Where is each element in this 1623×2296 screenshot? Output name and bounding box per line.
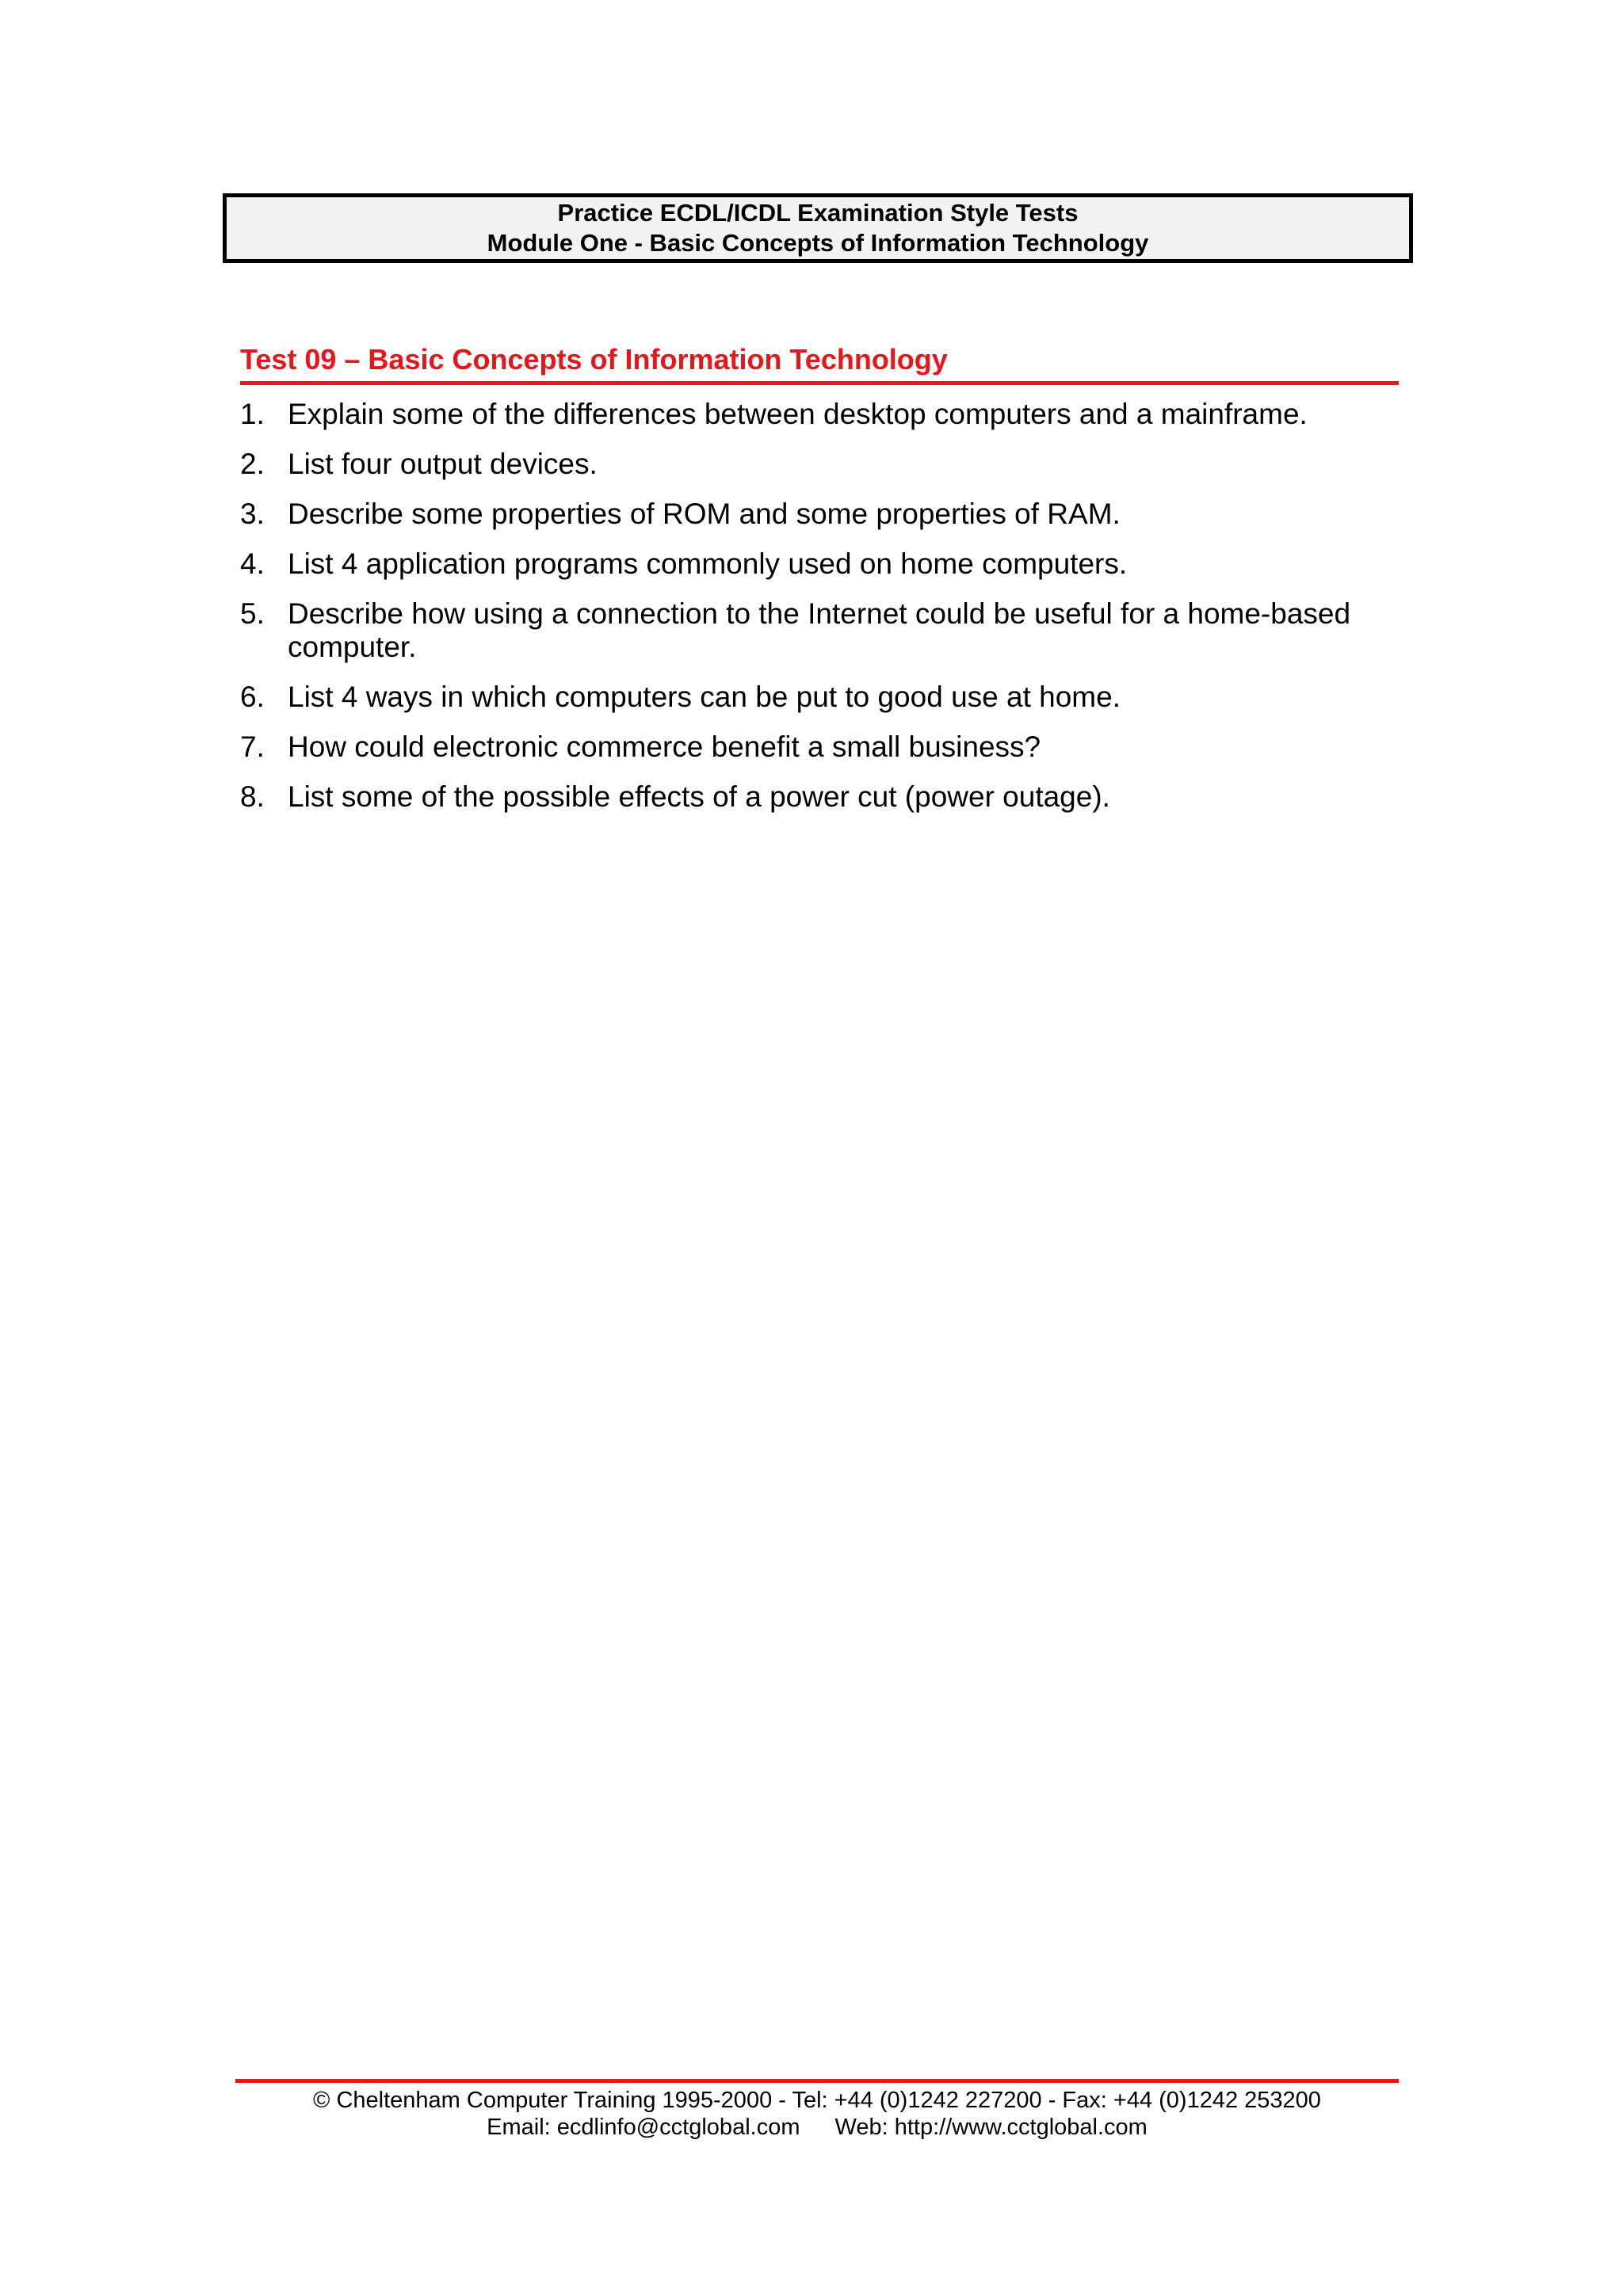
question-text: List 4 ways in which computers can be put to good use at home.: [288, 681, 1121, 713]
question-number: 3.: [240, 498, 265, 530]
question-item: [240, 730, 1397, 764]
question-item: [240, 547, 1397, 581]
page-footer: [235, 2087, 1399, 2141]
question-item: [240, 597, 1397, 664]
header-title: Practice ECDL/ICDL Examination Style Tests: [557, 199, 1079, 227]
footer-divider: [235, 2079, 1399, 2083]
question-text: Describe how using a connection to the Internet could be useful for a home-based computer.: [288, 597, 1351, 663]
footer-contact: [235, 2114, 1399, 2141]
question-text: List four output devices.: [288, 448, 598, 480]
question-number: 5.: [240, 597, 265, 630]
question-number: 1.: [240, 398, 265, 430]
test-title: Test 09 – Basic Concepts of Information Technology: [240, 343, 948, 376]
footer-copyright: © Cheltenham Computer Training 1995-2000 - Tel: +44 (0)1242 227200 - Fax: +44 (0)1242 253200: [313, 2088, 1321, 2113]
question-item: [240, 498, 1397, 531]
question-text: How could electronic commerce benefit a small business?: [288, 730, 1041, 763]
question-item: [240, 780, 1397, 814]
question-list: [240, 398, 1397, 830]
question-number: 8.: [240, 780, 265, 813]
footer-email: Email: ecdlinfo@cctglobal.com: [487, 2115, 800, 2140]
question-number: 7.: [240, 730, 265, 763]
header-subtitle: Module One - Basic Concepts of Information Technology: [487, 229, 1149, 257]
question-item: [240, 681, 1397, 714]
question-text: Describe some properties of ROM and some properties of RAM.: [288, 498, 1121, 530]
question-text: List some of the possible effects of a power cut (power outage).: [288, 780, 1110, 813]
question-text: Explain some of the differences between desktop computers and a mainframe.: [288, 398, 1308, 430]
question-number: 2.: [240, 448, 265, 480]
title-divider: [240, 381, 1399, 385]
question-item: [240, 448, 1397, 481]
question-number: 4.: [240, 547, 265, 580]
question-number: 6.: [240, 681, 265, 713]
footer-web: Web: http://www.cctglobal.com: [834, 2115, 1148, 2140]
document-header-box: [223, 193, 1413, 263]
question-item: [240, 398, 1397, 431]
question-text: List 4 application programs commonly used on home computers.: [288, 547, 1128, 580]
